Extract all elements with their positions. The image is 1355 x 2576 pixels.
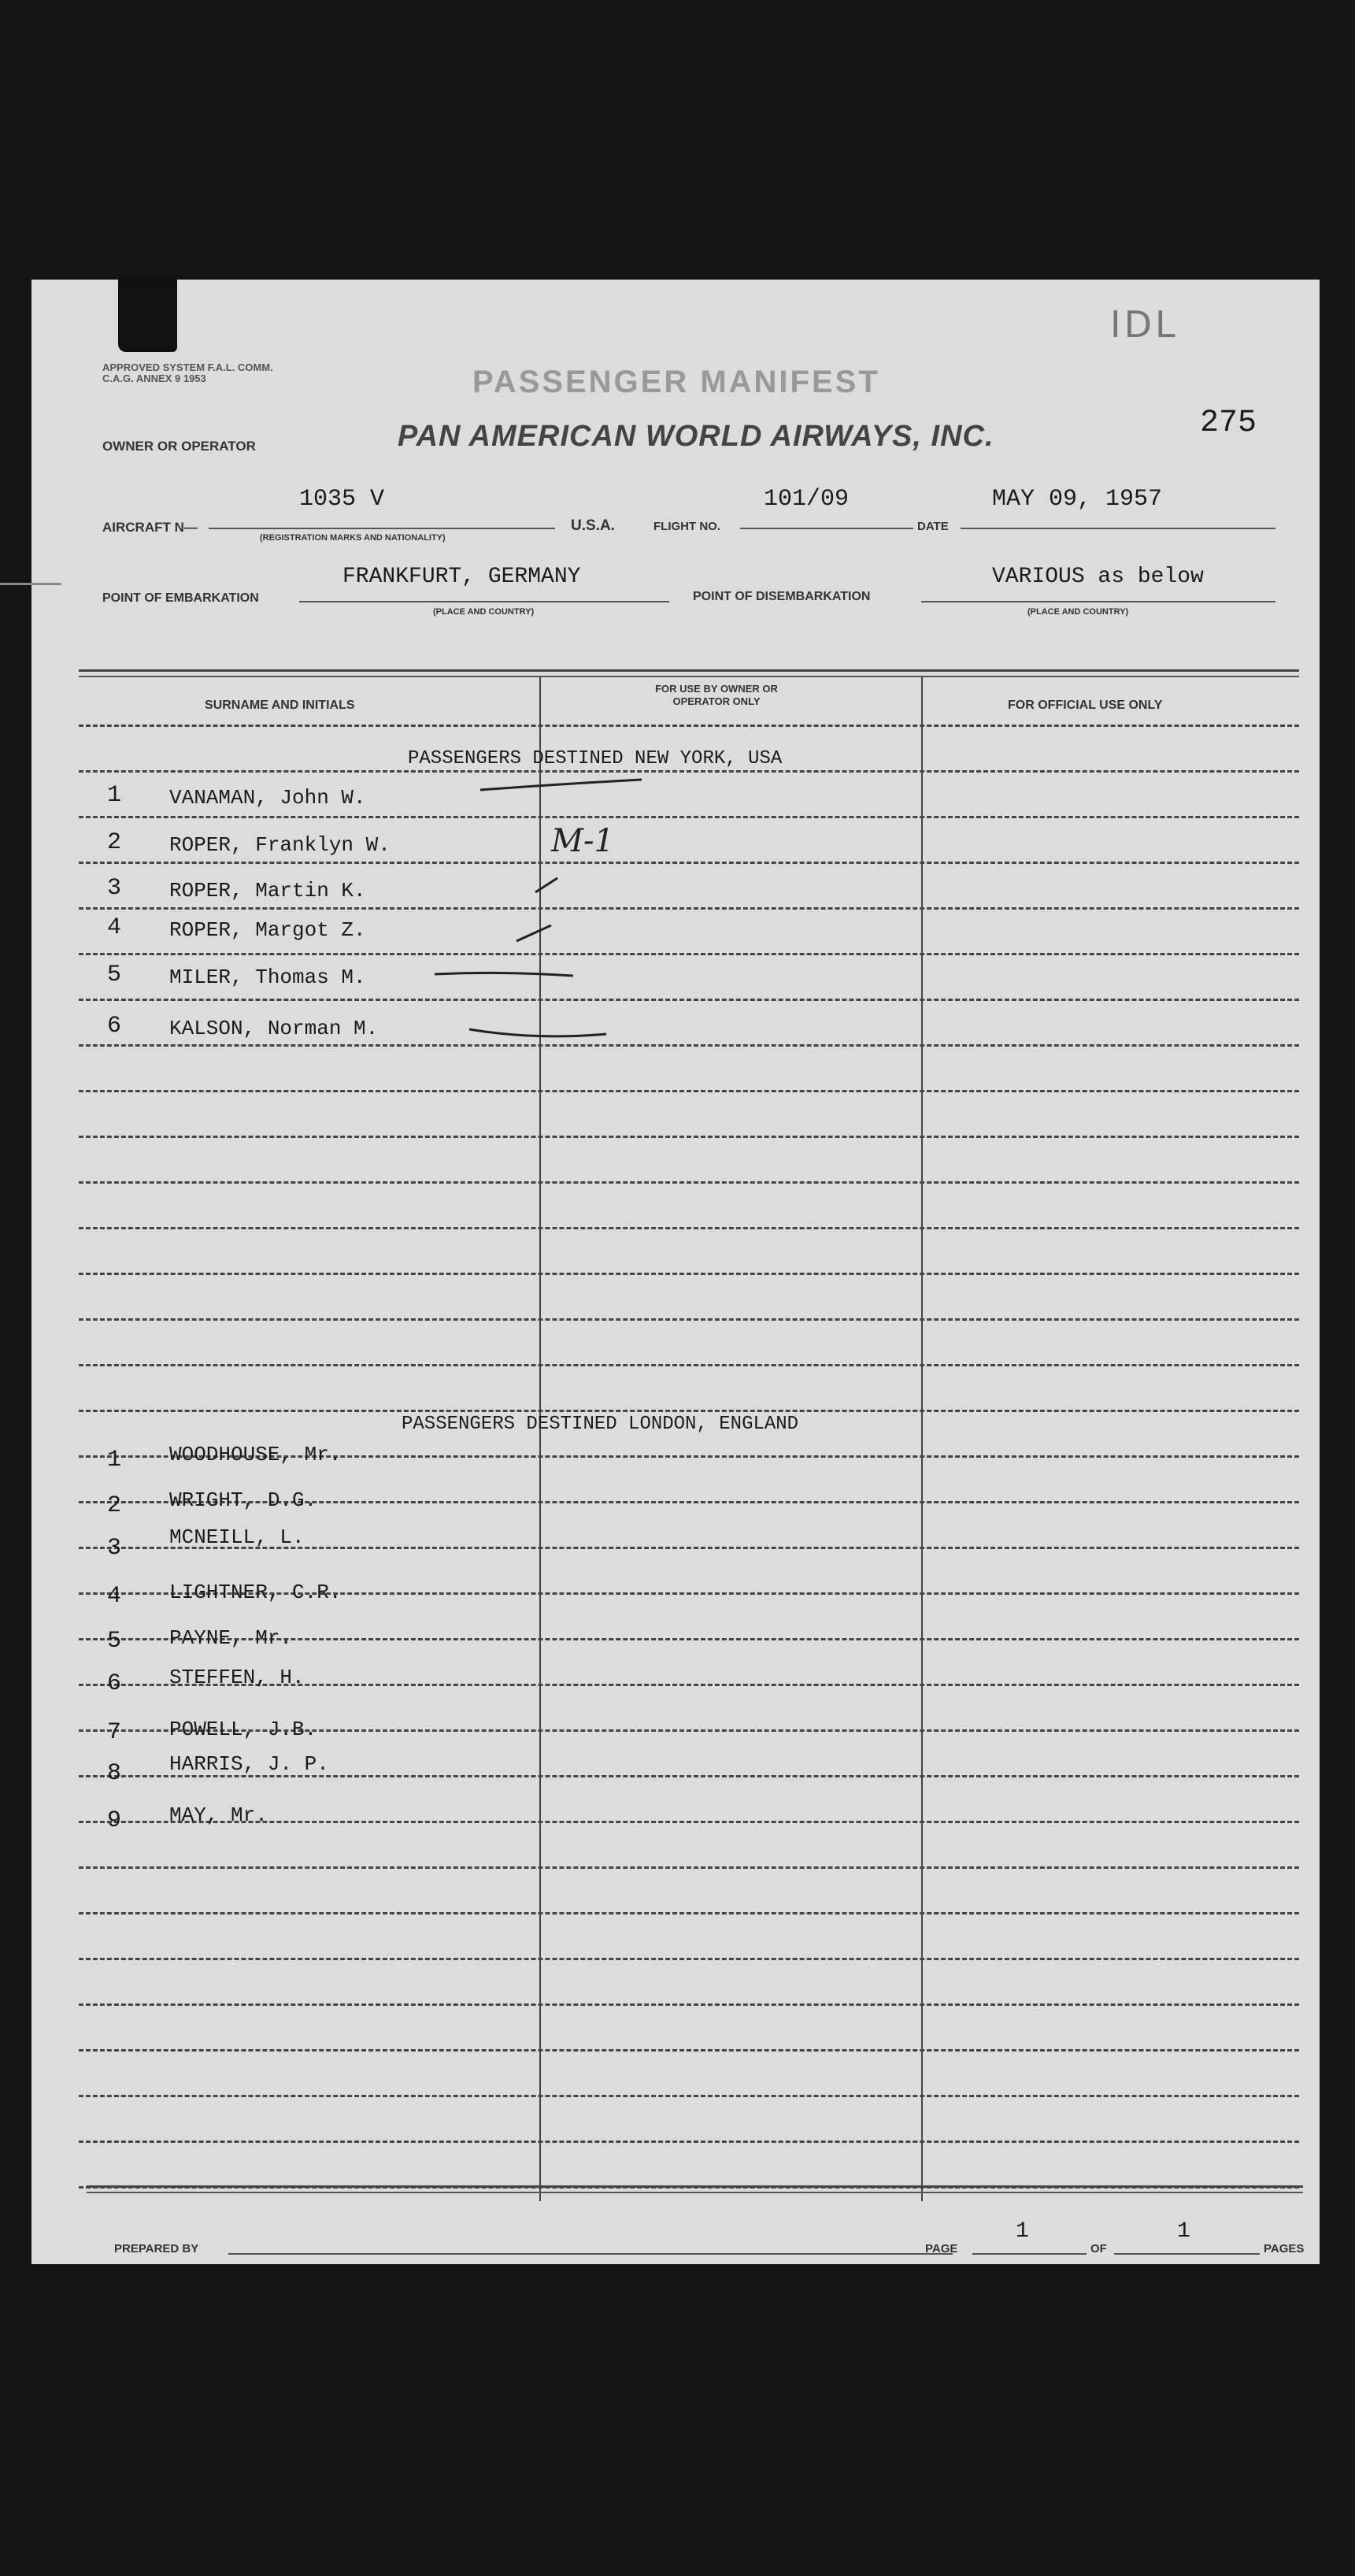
owner-label: OWNER OR OPERATOR [102,439,256,454]
page-number: 275 [1200,406,1257,441]
flight-label: FLIGHT NO. [653,520,720,533]
group1-heading: PASSENGERS DESTINED NEW YORK, USA [408,748,783,769]
passenger-num: 4 [106,1583,121,1610]
handwritten-strokes [31,280,1320,1146]
usa-label: U.S.A. [571,517,615,534]
passenger-name: PAYNE, Mr. [169,1626,293,1650]
passenger-num: 6 [106,1013,121,1040]
approved-stamp: APPROVED SYSTEM F.A.L. COMM. C.A.G. ANNEX 9 1953 [102,361,273,384]
passenger-name: VANAMAN, John W. [169,786,366,810]
passenger-num: 6 [106,1670,121,1697]
of-label: OF [1090,2242,1107,2255]
flight-value: 101/09 [764,486,850,513]
passenger-num: 2 [106,829,121,856]
pages-label: PAGES [1264,2242,1305,2255]
manifest-document [31,280,1320,2264]
passenger-name: LIGHTNER, C.R. [169,1581,342,1604]
form-title: PASSENGER MANIFEST [472,365,880,399]
aircraft-label: AIRCRAFT N— [102,520,198,535]
date-label: DATE [917,520,949,533]
passenger-name: WOODHOUSE, Mr. [169,1443,342,1466]
passenger-num: 8 [106,1760,121,1787]
passenger-num: 3 [106,1535,121,1562]
disembark-label: POINT OF DISEMBARKATION [693,590,871,603]
aircraft-value: 1035 V [299,486,385,513]
passenger-num: 1 [106,782,121,809]
passenger-name: ROPER, Margot Z. [169,918,366,942]
passenger-num: 5 [106,1628,121,1655]
passenger-name: ROPER, Martin K. [169,879,366,903]
passenger-num: 1 [106,1447,121,1473]
passenger-num: 7 [106,1719,121,1746]
disembark-value: VARIOUS as below [992,565,1204,589]
corner-tag: IDL [1110,303,1179,346]
passenger-name: MCNEILL, L. [169,1525,305,1549]
passenger-num: 4 [106,914,121,941]
passenger-name: HARRIS, J. P. [169,1752,329,1776]
page-value: 1 [1016,2219,1029,2244]
passenger-name: MILER, Thomas M. [169,966,366,989]
group2-heading: PASSENGERS DESTINED LONDON, ENGLAND [402,1414,799,1435]
prepared-by-label: PREPARED BY [114,2242,199,2255]
date-value: MAY 09, 1957 [992,486,1163,513]
embark-value: FRANKFURT, GERMANY [342,565,581,589]
passenger-num: 2 [106,1492,121,1519]
embark-sub: (PLACE AND COUNTRY) [433,607,535,617]
passenger-num: 5 [106,962,121,988]
passenger-name: POWELL, J.B. [169,1718,317,1741]
col-surname-header: SURNAME AND INITIALS [205,699,355,712]
col-official-header: FOR OFFICIAL USE ONLY [1008,699,1163,712]
passenger-name: STEFFEN, H. [169,1666,305,1689]
handwritten-mark: M-1 [551,823,614,859]
col-owner-use-header: FOR USE BY OWNER OR OPERATOR ONLY [655,683,778,707]
passenger-name: WRIGHT, D.G. [169,1488,317,1512]
passenger-name: KALSON, Norman M. [169,1017,379,1040]
passenger-name: ROPER, Franklyn W. [169,833,391,857]
of-value: 1 [1177,2219,1190,2244]
page-label: PAGE [925,2242,958,2255]
aircraft-sub: (REGISTRATION MARKS AND NATIONALITY) [260,533,446,543]
passenger-num: 3 [106,875,121,902]
embark-label: POINT OF EMBARKATION [102,591,259,605]
passenger-num: 9 [106,1807,121,1834]
owner-value: PAN AMERICAN WORLD AIRWAYS, INC. [398,420,994,453]
disembark-sub: (PLACE AND COUNTRY) [1027,607,1129,617]
passenger-name: MAY, Mr. [169,1803,268,1827]
scan-tick [0,583,61,585]
